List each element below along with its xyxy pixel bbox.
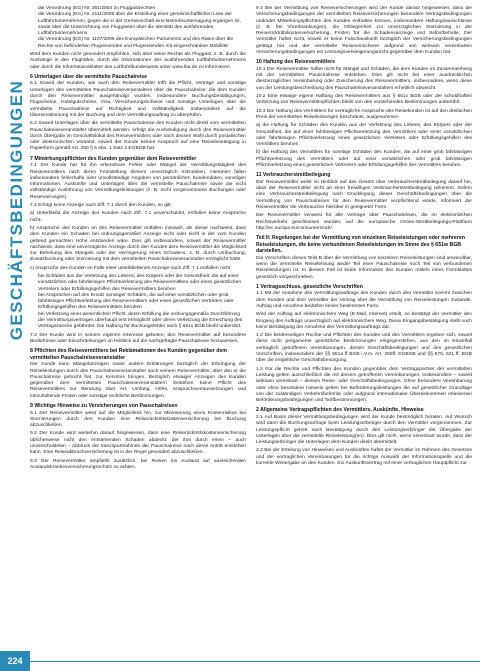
- intro-paragraph: Wird dem Kunden nicht gesondert empfohlen, sich über seine Rechte als Fluggast, z. B. durch die Aushänge in den Flughäfen, durch die Informationen des ausführenden Luftfahrtunternehmens oder durch die Informationsblätter des Luftfahrtbundesamts unter www.lba.de zu informieren.: [30, 52, 246, 70]
- left-column: [30, 6, 246, 646]
- page-footer: [0, 649, 480, 671]
- footer-divider: [30, 661, 480, 662]
- paragraph: 1.1 Mit der Annahme des Vermittlungsauftrags des Kunden durch den Vermittler kommt zwischen dem Kunden und dem Vermittler der Vertrag über die Vermittlung von Reiseleistungen zustande. Auftrag und Annahme bedürfen keiner bestimmten Form.: [256, 291, 472, 309]
- section-heading: 6 Unterlagen über die vermittelte Pauschalreise: [30, 73, 148, 80]
- paragraph: 7.2 Erfolgt keine Anzeige nach Ziff. 7.1 durch den Kunden, so gilt:: [30, 203, 172, 209]
- bullet-list: [30, 6, 246, 50]
- section-heading: Teil II: Regelungen bei der Vermittlung von einzelnen Reiseleistungen oder mehreren Reiseleistungen, die keine verbundenen Reiseleistungen im Sinne des § 651w BGB darstellen.: [256, 235, 465, 255]
- paragraph: 9.3 Der Reisevermittler empfiehlt zusätzlich, bei Reisen ins Ausland auf ausreichenden Auslandskrankenversicherungsschutz zu achten.: [30, 458, 246, 470]
- section-heading: 7 Mitwirkungspflichten des Kunden gegenüber dem Reisevermittler: [30, 155, 197, 162]
- bullet-item: • bei Ansprüchen auf den Ersatz sonstiger Schäden, die auf einer vorsätzlichen oder grob fahrlässigen Pflichtverletzung des Reisevermittlers oder eines gesetzlichen Vertreters oder Erfüllungsgehilfen des Reisevermittlers beruhen: [38, 293, 246, 312]
- paragraph: 7.1 Der Kunde hat für ihn erkennbare Fehler oder Mängel der Vermittlungstätigkeit des Reisevermittlers nach deren Feststellung diesem unverzüglich mitzuteilen. Hierunter fallen insbesondere fehlerhafte oder unvollständige Angaben von persönlichen Kundendaten, sonstigen Informationen, Auskünfte und Unterlagen über die vermittelte Pauschalreise sowie die nicht vollständige Ausführung von Vermittlungsleistungen (z. B. nicht vorgenommene Buchungen oder Reservierungen).: [30, 163, 246, 200]
- paragraph: 6.2 Soweit Unterlagen über die vermittelte Pauschalreise den Kunden nicht direkt vom vermittelten Pauschalreiseveranstalter übermittelt werden, erfolgt die Aushändigung durch den Reisevermittler durch Übergabe im Geschäftslokal des Reisevermittlers oder nach dessen Wahl durch postalischen oder elektronischen Versand, soweit der Kunde keinen Anspruch auf eine Reisebestätigung in Papierform gemäß Art. 250 § 6 Abs. 1 Satz 2 EGBGB hat.: [30, 121, 246, 152]
- paragraph: 7.3 Der Kunde wird in seinem eigenen Interesse gebeten, den Reisevermittler auf besondere Bedürfnisse oder Einschränkungen im Hinblick auf die nachgefragte Pauschalreise hinzuweisen.: [30, 332, 246, 344]
- bullet-item: • die Verordnung (EG) Nr. 261/2004 zu Fluggastrechten: [38, 6, 246, 12]
- bullet-item: • die Verordnung (EG) Nr. 2111/2005 über die Erstellung einer gemeinschaftlichen Liste der Luftfahrtunternehmen, gegen die in der Gemeinschaft eine Betriebsuntersagung ergangen ist, sowie über die Unterrichtung von Fluggästen über die Identität des ausführenden Luftfahrtunternehmens: [38, 12, 246, 37]
- paragraph: Der Reisevermittler verweist für alle Verträge über Pauschalreisen, die im elektronischen Rechtsverkehr geschlossen wurden, auf die europäische Online-Streitbeilegungs-Plattform http://ec.europa.eu/consumers/odr/.: [256, 213, 472, 231]
- section-heading: 8 Pflichten des Reisevermittlers bei Reklamationen des Kunden gegenüber dem vermittelten Pauschalreiseveranstalter: [30, 348, 227, 361]
- bullet-item: • bei Schäden aus der Verletzung des Lebens, des Körpers oder der Gesundheit, die auf einer vorsätzlichen oder fahrlässigen Pflichtverletzung des Reisevermittlers oder eines gesetzlichen Vertreters oder Erfüllungsgehilfen des Reisevermittlers beruhen: [38, 274, 246, 293]
- paragraph: 1.3 Für die Rechte und Pflichten des Kunden gegenüber dem Vertragspartner der vermittelten Leistung gelten ausschließlich die mit diesem getroffenen Vereinbarungen, insbesondere – soweit wirksam vereinbart – dessen Reise- oder Geschäftsbedingungen. Ohne besondere Vereinbarung oder ohne besondere Hinweis gelten bei Beförderungsleistungen die auf gesetzlicher Grundlage von der zuständigen Verkehrsbehörde oder aufgrund internationaler Übereinkommen erlassenen Beförderungsbedingungen und Tarifbestimmungen.: [256, 366, 472, 404]
- section-heading: 10 Haftung des Reisevermittlers: [256, 59, 335, 66]
- section-heading: 1 Vertragsschluss, gesetzliche Vorschriften: [256, 283, 363, 290]
- paragraph: 10.1 Der Reisevermittler haftet nicht für Mängel und Schäden, die dem Kunden im Zusammenhang mit der vermittelten Pauschalreise entstehen. Dies gilt nicht bei einer ausdrücklichen diesbezüglichen Vereinbarung oder Zusicherung des Reisevermittlers, insbesondere, wenn diese von der Leistungsbeschreibung des Pauschalreiseveranstalters erheblich abweicht.: [256, 66, 472, 91]
- paragraph: c) Ansprüche des Kunden im Falle einer unterbliebenen Anzeige nach Ziff. 7.1 entfallen nicht: [30, 265, 231, 271]
- page-number: 224: [0, 651, 30, 671]
- paragraph: 2.1 Auf Basis dieser Vermittlungsbedingungen wird der Kunde bestmöglich beraten. Auf Wunsch wird dann die Buchungsanfrage beim Leistungserbringer durch den Vermittler vorgenommen. Zur Leistungspflicht gehört nach Bestätigung durch den Leistungserbringer die Übergabe der Unterlagen über die vermittelte Reiseleistung(en). Dies gilt nicht, wenn vereinbart wurde, dass der Leistungserbringer die Unterlagen dem Kunden direkt übermittelt.: [256, 414, 472, 446]
- paragraph: 9.1 Der Reisevermittler weist auf die Möglichkeit hin, zur Minimierung eines Kostenrisikos bei Stornierungen durch den Kunden eine Reiserücktrittskostenversicherung bei Buchung abzuschließen.: [30, 410, 246, 429]
- paragraph: 10.2 Eine etwaige eigene Haftung des Reisevermittlers aus § 651x BGB oder der schuldhaften Verletzung von Reisevermittlerpflichten bleibt von den vorstehenden Bestimmungen unberührt.: [256, 94, 472, 106]
- section-heading: 2 Allgemeine Vertragspflichten des Vermittlers, Auskünfte, Hinweise: [256, 407, 424, 414]
- sidebar-title: [2, 60, 24, 360]
- paragraph: Die Vorschriften dieses Teils B über die Vermittlung von einzelnen Reiseleistungen sind anwendbar, wenn die vermittelte Reiseleistung weder Teil einer Pauschalreise noch Teil von verbundenen Reiseleistungen ist. In diesem Fall ist keine Information des Kunden mittels eines Formblattes gesetzlich vorgeschrieben.: [256, 255, 472, 280]
- bullet-list: [30, 274, 246, 331]
- sidebar-title-text: GESCHÄFTSBEDINGUNGEN: [7, 79, 26, 341]
- paragraph: b) die Haftung des Vermittlers für sonstige Schäden des Kunden, die auf einer grob fahrlässigen Pflichtverletzung des Vermittlers oder auf einer vorsätzlichen oder grob fahrlässigen Pflichtverletzung eines gesetzlichen Vertreters oder Erfüllungsgehilfen des Vermittlers beruhen.: [256, 150, 472, 169]
- section-heading: 9 Wichtige Hinweise zu Versicherungen von Pauschalreisen: [30, 403, 178, 410]
- document-content: [30, 6, 472, 646]
- paragraph: a) Unterbleibt die Anzeige des Kunden nach Ziff. 7.1 unverschuldet, entfallen keine Ansprüche nicht.: [30, 211, 246, 223]
- paragraph: Der Kunde kann Mängelanzeigen sowie andere Erklärungen bezüglich der Erbringung der Reiseleistungen durch den Pauschalreiseveranstalter auch seinem Reisevermittler, über den er die Pauschalreise gebucht hat, zur Kenntnis bringen. Bezüglich etwaiger Anzeigen des Kunden gegenüber dem vermittelten Pauschalreiseveranstaltern bestehen keine Pflicht des Reisevermittlers zur Beratung über Art, Umfang, Höhe, Anspruchsvoraussetzungen und einzuhaltende Fristen oder sonstige rechtliche Bestimmungen.: [30, 362, 246, 399]
- paragraph: b) Ansprüche des Kunden an den Reisevermittler entfallen insoweit, als dieser nachweist, dass dem Kunden ein Schaden bei ordnungsgemäßer Anzeige nicht oder nicht in der vom Kunden geltend gemachten Höhe entstanden wäre. Dies gilt insbesondere, soweit der Reisevermittler nachweist, dass eine unverzügliche Anzeige durch den Kunden dem Reisevermittler die Möglichkeit zur Behebung des Mangels oder der Verringerung eines Schadens, z. B. durch Umbuchung, Zusatzbuchung oder Stornierung mit dem vermittelten Pauschalreiseveranstalter ermöglicht hätte.: [30, 225, 246, 263]
- paragraph: 2.2 Bei der Erteilung von Hinweisen und Auskünften haftet der Vermittler im Rahmen des Gesetzes und der vertraglichen Vereinbarungen für die richtige Auswahl der Informationsquelle und die korrekte Weitergabe an den Kunden. Ein Auskunftsvertrag mit einer vertraglichen Hauptpflicht zur: [256, 448, 472, 467]
- paragraph: a) die Haftung für Schäden des Kunden aus der Verletzung des Lebens, des Körpers oder der Gesundheit, die auf einer fahrlässigen Pflichtverletzung des Vermittlers oder einer vorsätzlichen oder fahrlässigen Pflichtverletzung eines gesetzlichen Vertreters oder Erfüllungsgehilfen des Vermittlers beruhen.: [256, 123, 472, 148]
- paragraph: Der Reisevermittler weist im Hinblick auf das Gesetz über Verbraucherstreitbeilegung darauf hin, dass der Reisevermittler nicht an einer freiwilligen Verbraucherstreitbeilegung teilnimmt. Sofern eine Verbraucherstreitbeilegung nach Drucklegung dieser Geschäftsbedingungen über die Vermittlung von Pauschalreisen für den Reisevermittler verpflichtend würde, informiert der Reisevermittler die Verbraucher hierüber in geeigneter Form.: [256, 179, 472, 211]
- bullet-item: • bei Verletzung einer wesentlichen Pflicht, deren Erfüllung die ordnungsgemäße Durchführung der Vermittlungsvertrages überhaupt erst ermöglicht oder deren Verletzung die Erreichung des Vertragszwecks gefährdet. Die Haftung für Buchungsfehler nach § 651x BGB bleibt unberührt.: [38, 312, 246, 331]
- paragraph: Wird der Auftrag auf elektronischem Weg (E-Mail, Internet) erteilt, so bestätigt der Vermittler den Eingang des Auftrags unverzüglich auf elektronischem Weg. Diese Eingangsbestätigung stellt noch keine Bestätigung der Annahme des Vermittlungsauftrags dar.: [256, 312, 472, 330]
- right-column: [256, 6, 472, 646]
- section-heading: 11 Verbraucherstreitbeilegung: [256, 172, 331, 179]
- paragraph: 10.3 Die Haftung des Vermittlers für vertragliche Ansprüche des Reisekunden ist auf den dreifachen Preis der vermittelten Reiseleistungen beschränkt, ausgenommen: [256, 108, 472, 120]
- paragraph: 9.2 Der Kunde wird weiterhin darauf hingewiesen, dass eine Reiserücktrittskostenversicherung üblicherweise nicht den entstehenden Schaden abdeckt, der ihm durch einen – auch unverschuldeten – Abbruch der tranzspurtnahmen der Pauschalreise nach deren Antritt entstehen kann. Eine Reiseabbruchversicherung ist in der Regel gesondert abzuschließen.: [30, 431, 246, 456]
- paragraph: 1.2 Die beiderseitigen Rechte und Pflichten des Kunden und des Vermittlers ergeben sich, soweit diese nicht pergamente gesetzliche Bestimmungen entgegenstehen, aus den im Einzelfall vertraglich getroffenen Vereinbarungen, diesen Geschäftsbedingungen und den gesetzlichen Vorschriften, insbesondere der §§ 651a ff BGB i.V.m. Art. 250ff. EGBGB und §§ 675, 631 ff. BGB über die entgeltliche Geschäftsbesorgung.: [256, 333, 472, 364]
- paragraph: 6.1 Soweit der Kunden, wie auch den Reisevermittler trifft die Pflicht, Verträge und sonstige Unterlagen des vermittelten Pauschalreiseveranstalters über die Pauschalreise, die dem Kunden durch den Reisevermittler ausgehändigt wurden, insbesondere Buchungsbestätigungen, Flugscheine, Hotelgutscheine, Visa, Versicherungsscheine und sonstige Unterlagen über die vermittelte Pauschalreise auf Richtigkeit und Vollständigkeit, insbesondere auf die Übereinstimmung mit der Buchung und dem Vermittlungsauftrag zu überprüfen.: [30, 81, 246, 118]
- bullet-item: • die Verordnung (EG) Nr. 1107/2006 des Europäischen Parlaments und des Rates über die Rechte von behinderten Flugreisenden und Flugreisenden mit eingeschränkter Mobilität: [38, 37, 246, 50]
- paragraph: 9.4 Bei der Vermittlung von Reiseversicherungen wird der Kunde darauf hingewiesen, dass die Versicherungsbedingungen der vermittelten Reiseversicherungen besondere Vertragsbedingungen und/oder Mitwirkungspflichten des Kunden enthalten können, insbesondere Haftungsausschlüsse (z. B. bei Vorerkrankungen), die Obliegenheit zur unverzüglichen Stornierung in der Reiserücktrittskostenversicherung, Fristen für die Schadensanzeige und Selbstbehalte. Der Vermittler haftet nicht, soweit er keine Falschauskunft bezüglich der Versicherungsbedingungen getätigt hat und der vermittelte Reiseversicherer aufgrund von wirksam vereinbarten Versicherungsbedingungen ein Leistungsverweigerungsrecht gegenüber dem Kunden hat.: [256, 6, 472, 56]
